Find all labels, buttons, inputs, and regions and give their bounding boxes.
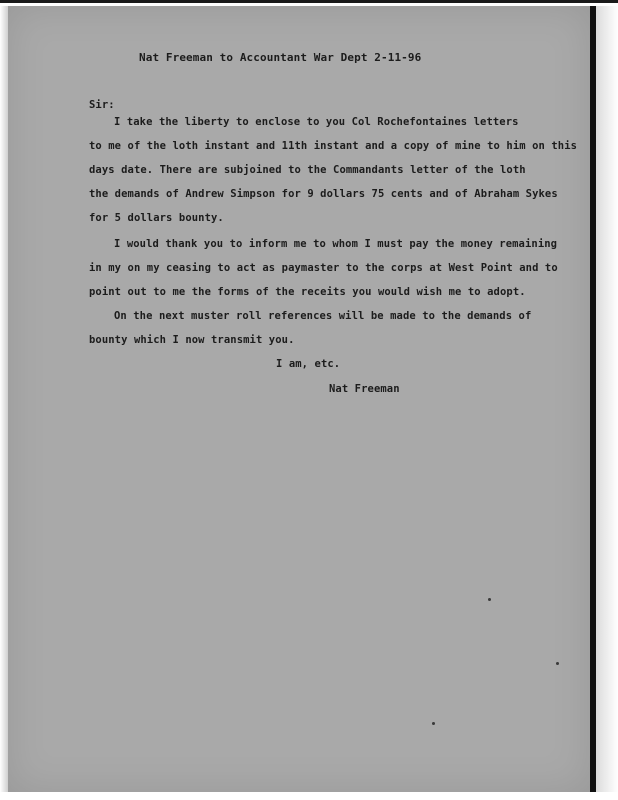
- body-line: I would thank you to inform me to whom I must pay the money remaining: [114, 238, 558, 250]
- scan-bottom-edge: [0, 792, 618, 800]
- body-line: I take the liberty to enclose to you Col Rochefontaines letters: [114, 116, 519, 128]
- scan-left-edge: [0, 6, 8, 792]
- scan-top-edge: [0, 0, 618, 3]
- paper-speck: [556, 662, 559, 665]
- salutation: Sir:: [89, 99, 115, 111]
- closing: I am, etc.: [276, 358, 341, 370]
- body-line: the demands of Andrew Simpson for 9 dollars 75 cents and of Abraham Sykes: [89, 188, 558, 200]
- letter-heading: Nat Freeman to Accountant War Dept 2-11-96: [139, 51, 422, 64]
- body-line: in my on my ceasing to act as paymaster to the corps at West Point and to: [89, 262, 558, 274]
- paper-speck: [432, 722, 435, 725]
- body-line: point out to me the forms of the receits you would wish me to adopt.: [89, 286, 526, 298]
- body-line: days date. There are subjoined to the Commandants letter of the loth: [89, 164, 526, 176]
- scan-right-shadow: [596, 6, 618, 792]
- body-line: to me of the loth instant and 11th instant and a copy of mine to him on this: [89, 140, 578, 152]
- body-line: for 5 dollars bounty.: [89, 212, 224, 224]
- body-line: On the next muster roll references will be made to the demands of: [114, 310, 532, 322]
- paper-speck: [488, 598, 491, 601]
- signature: Nat Freeman: [329, 383, 400, 395]
- body-line: bounty which I now transmit you.: [89, 334, 295, 346]
